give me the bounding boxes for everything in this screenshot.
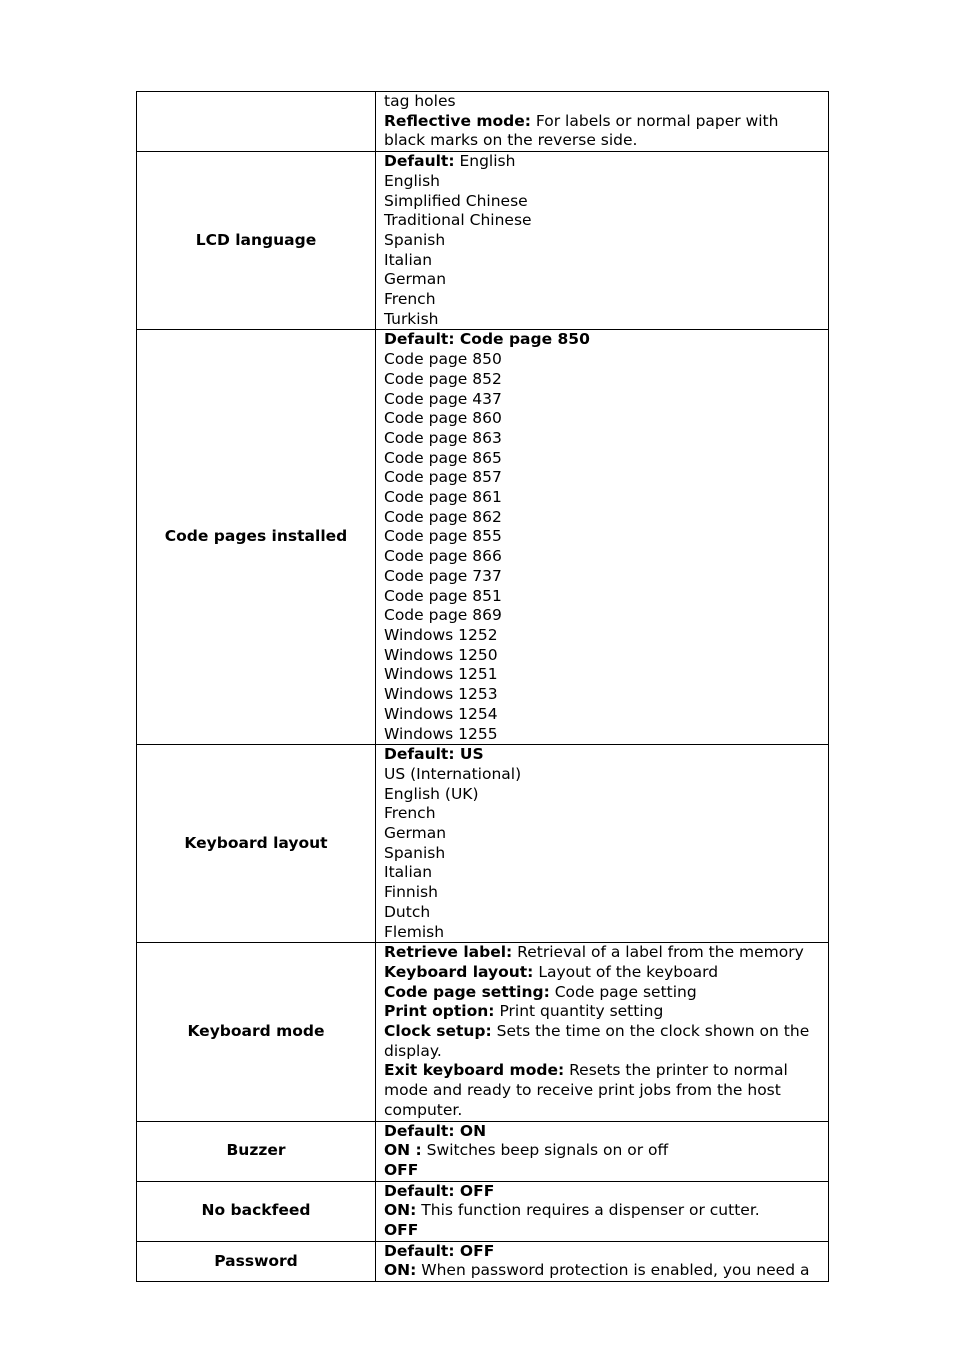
option-text: Italian [384, 863, 433, 882]
option-text: tag holes [384, 92, 456, 110]
option-line [384, 488, 824, 508]
option-line [384, 1261, 824, 1281]
option-line [384, 468, 824, 488]
table-row [137, 1121, 829, 1181]
option-text: Turkish [384, 309, 439, 328]
option-line [384, 1061, 824, 1120]
option-text: English [454, 152, 516, 171]
option-text: Windows 1255 [384, 724, 498, 743]
option-label: OFF [384, 1160, 419, 1179]
option-text: Code page 865 [384, 448, 502, 467]
option-line [384, 251, 824, 271]
option-label: Print option: [384, 1002, 495, 1021]
setting-options [376, 1181, 829, 1241]
option-line [384, 409, 824, 429]
option-text: Retrieval of a label from the memory [512, 943, 804, 962]
option-text: US (International) [384, 764, 522, 783]
option-label: Clock setup: [384, 1022, 492, 1041]
option-line [384, 390, 824, 410]
setting-name: Password [137, 1241, 376, 1281]
option-text: Print quantity setting [494, 1002, 664, 1021]
option-text: Windows 1251 [384, 665, 498, 684]
option-label: Keyboard layout: [384, 962, 534, 981]
option-line [384, 606, 824, 626]
option-line [384, 231, 824, 251]
option-text: English (UK) [384, 784, 479, 803]
option-line [384, 883, 824, 903]
table-row [137, 152, 829, 330]
option-text: Windows 1254 [384, 704, 498, 723]
option-line [384, 330, 824, 350]
setting-options [376, 745, 829, 943]
option-text: Code page 737 [384, 566, 502, 585]
option-line [384, 863, 824, 883]
option-line [384, 211, 824, 231]
option-line [384, 350, 824, 370]
setting-options [376, 152, 829, 330]
option-line [384, 824, 824, 844]
option-line [384, 1022, 824, 1061]
setting-options [376, 92, 829, 152]
option-line [384, 745, 824, 765]
option-text: Code page 850 [384, 350, 502, 369]
option-text: Windows 1250 [384, 645, 498, 664]
option-line [384, 270, 824, 290]
option-line [384, 646, 824, 666]
option-label: OFF [384, 1221, 419, 1240]
option-line [384, 1221, 824, 1241]
table-row [137, 330, 829, 745]
option-line [384, 923, 824, 943]
option-text: Dutch [384, 902, 431, 921]
option-line [384, 290, 824, 310]
option-line [384, 152, 824, 172]
option-text: Sets the time on the clock shown on the display. [384, 1022, 810, 1060]
option-text: Code page 857 [384, 468, 502, 487]
setting-name: LCD language [137, 152, 376, 330]
option-line [384, 172, 824, 192]
setting-name [137, 92, 376, 152]
option-text: Switches beep signals on or off [421, 1141, 669, 1160]
option-text: Finnish [384, 883, 438, 902]
option-text: Simplified Chinese [384, 191, 528, 210]
option-text: Code page 863 [384, 428, 502, 447]
option-line [384, 785, 824, 805]
option-text: Traditional Chinese [384, 211, 532, 230]
option-line [384, 844, 824, 864]
option-text: This function requires a dispenser or cutter. [416, 1201, 760, 1220]
option-line [384, 963, 824, 983]
option-line [384, 112, 824, 151]
option-text: Spanish [384, 230, 446, 249]
option-text: Code page 869 [384, 606, 502, 625]
settings-table-body [137, 92, 829, 1282]
option-line [384, 567, 824, 587]
option-line [384, 1122, 824, 1142]
setting-name: Keyboard mode [137, 943, 376, 1121]
option-text: Code page 862 [384, 507, 502, 526]
option-text: For labels or normal paper with black marks on the reverse side. [384, 111, 779, 150]
option-text: German [384, 824, 447, 843]
option-text: French [384, 290, 436, 309]
option-text: Code page 860 [384, 409, 502, 428]
option-text: German [384, 270, 447, 289]
option-text: English [384, 171, 440, 190]
settings-table [136, 91, 829, 1282]
table-row [137, 92, 829, 152]
setting-options [376, 1241, 829, 1281]
option-line [384, 547, 824, 567]
option-text: Code page 852 [384, 369, 502, 388]
table-row [137, 1241, 829, 1281]
setting-options [376, 943, 829, 1121]
option-label: Default: Code page 850 [384, 330, 590, 349]
setting-options [376, 1121, 829, 1181]
option-label: Reflective mode: [384, 111, 531, 130]
option-label: ON : [384, 1141, 422, 1160]
option-text: Code page setting [549, 982, 697, 1001]
option-text: French [384, 804, 436, 823]
option-label: Default: OFF [384, 1181, 495, 1200]
option-label: Code page setting: [384, 982, 550, 1001]
table-row [137, 1181, 829, 1241]
setting-name: No backfeed [137, 1181, 376, 1241]
option-line [384, 508, 824, 528]
option-line [384, 370, 824, 390]
option-line [384, 665, 824, 685]
option-line [384, 429, 824, 449]
option-text: Code page 851 [384, 586, 502, 605]
option-text: Spanish [384, 843, 446, 862]
option-label: Retrieve label: [384, 943, 513, 962]
option-line [384, 1242, 824, 1262]
table-row [137, 745, 829, 943]
option-text: Windows 1252 [384, 625, 498, 644]
setting-options [376, 330, 829, 745]
option-line [384, 725, 824, 745]
option-text: Italian [384, 250, 433, 269]
option-text: Code page 437 [384, 389, 502, 408]
option-line [384, 449, 824, 469]
option-label: Exit keyboard mode: [384, 1061, 565, 1080]
option-text: Layout of the keyboard [533, 962, 719, 981]
option-line [384, 1141, 824, 1161]
option-line [384, 587, 824, 607]
setting-name: Code pages installed [137, 330, 376, 745]
option-text: Resets the printer to normal mode and ready to receive print jobs from the host computer. [384, 1061, 788, 1119]
option-line [384, 1182, 824, 1202]
setting-name: Buzzer [137, 1121, 376, 1181]
setting-name: Keyboard layout [137, 745, 376, 943]
option-text: Code page 866 [384, 547, 502, 566]
option-line [384, 527, 824, 547]
option-label: ON: [384, 1261, 417, 1280]
option-line [384, 192, 824, 212]
option-text: Flemish [384, 922, 445, 941]
option-line [384, 1002, 824, 1022]
option-text: When password protection is enabled, you need a [416, 1261, 810, 1280]
table-row [137, 943, 829, 1121]
option-line [384, 943, 824, 963]
option-line [384, 685, 824, 705]
option-text: Code page 861 [384, 488, 502, 507]
option-line [384, 804, 824, 824]
option-line [384, 983, 824, 1003]
option-label: Default: US [384, 745, 484, 764]
option-line [384, 1201, 824, 1221]
option-label: Default: OFF [384, 1241, 495, 1260]
option-label: ON: [384, 1201, 417, 1220]
option-line [384, 903, 824, 923]
option-label: Default: [384, 152, 455, 171]
option-label: Default: ON [384, 1121, 487, 1140]
option-line [384, 1161, 824, 1181]
option-line [384, 626, 824, 646]
option-line [384, 310, 824, 330]
option-line [384, 92, 824, 112]
option-line [384, 765, 824, 785]
option-text: Code page 855 [384, 527, 502, 546]
option-text: Windows 1253 [384, 685, 498, 704]
option-line [384, 705, 824, 725]
